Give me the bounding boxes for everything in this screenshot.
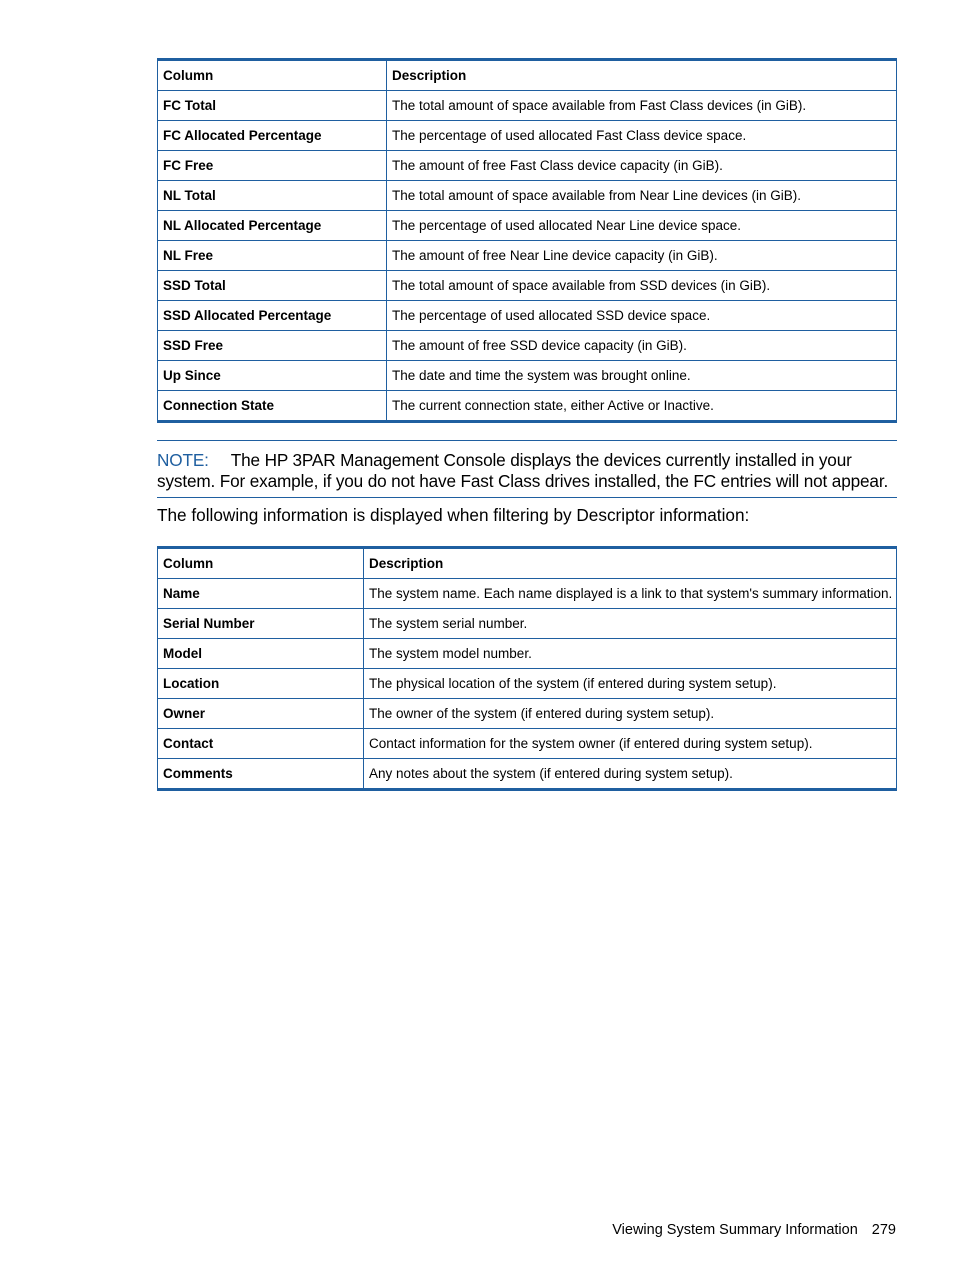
table-row (158, 391, 897, 422)
table-body (158, 579, 897, 790)
row-description: The total amount of space available from SSD devices (in GiB). (387, 271, 897, 301)
row-column-name: Name (158, 579, 364, 609)
table-header-row (158, 60, 897, 91)
row-column-name: NL Allocated Percentage (158, 211, 387, 241)
row-description: Any notes about the system (if entered during system setup). (364, 759, 897, 790)
row-column-name: Location (158, 669, 364, 699)
row-column-name: Model (158, 639, 364, 669)
row-column-name: FC Free (158, 151, 387, 181)
table-row (158, 301, 897, 331)
row-description: The owner of the system (if entered during system setup). (364, 699, 897, 729)
row-column-name: SSD Allocated Percentage (158, 301, 387, 331)
page-footer (612, 1222, 896, 1238)
row-column-name: FC Allocated Percentage (158, 121, 387, 151)
descriptor-intro-paragraph: The following information is displayed when filtering by Descriptor information: (157, 505, 750, 525)
table-body (158, 91, 897, 422)
row-description: The system serial number. (364, 609, 897, 639)
row-column-name: Owner (158, 699, 364, 729)
row-description: The amount of free SSD device capacity (in GiB). (387, 331, 897, 361)
row-description: The total amount of space available from Fast Class devices (in GiB). (387, 91, 897, 121)
descriptor-table (157, 546, 897, 791)
description-header: Description (387, 60, 897, 91)
table-row (158, 669, 897, 699)
table-row (158, 759, 897, 790)
row-description: The system model number. (364, 639, 897, 669)
row-column-name: FC Total (158, 91, 387, 121)
note-label: NOTE: (157, 450, 209, 470)
row-column-name: SSD Total (158, 271, 387, 301)
table-row (158, 331, 897, 361)
row-description: The amount of free Fast Class device capacity (in GiB). (387, 151, 897, 181)
row-column-name: Serial Number (158, 609, 364, 639)
row-description: The date and time the system was brought online. (387, 361, 897, 391)
row-description: The system name. Each name displayed is a link to that system's summary information. (364, 579, 897, 609)
page-number: 279 (871, 1222, 896, 1238)
row-column-name: NL Total (158, 181, 387, 211)
table-row (158, 729, 897, 759)
row-column-name: Contact (158, 729, 364, 759)
row-column-name: NL Free (158, 241, 387, 271)
column-header: Column (158, 60, 387, 91)
row-description: Contact information for the system owner (if entered during system setup). (364, 729, 897, 759)
table-row (158, 579, 897, 609)
note-text: The HP 3PAR Management Console displays the devices currently installed in your system. For example, if you do not have Fast Class drives installed, the FC entries will not appear. (157, 450, 889, 491)
column-header: Column (158, 548, 364, 579)
table-row (158, 91, 897, 121)
row-description: The percentage of used allocated SSD device space. (387, 301, 897, 331)
row-column-name: Comments (158, 759, 364, 790)
row-description: The amount of free Near Line device capacity (in GiB). (387, 241, 897, 271)
table-row (158, 181, 897, 211)
footer-section-title: Viewing System Summary Information (612, 1222, 858, 1238)
row-column-name: SSD Free (158, 331, 387, 361)
table-row (158, 121, 897, 151)
table-row (158, 361, 897, 391)
table-row (158, 211, 897, 241)
table-row (158, 241, 897, 271)
row-description: The total amount of space available from Near Line devices (in GiB). (387, 181, 897, 211)
row-description: The percentage of used allocated Near Line device space. (387, 211, 897, 241)
row-column-name: Connection State (158, 391, 387, 422)
device-capacity-table (157, 58, 897, 423)
table-row (158, 609, 897, 639)
table-header-row (158, 548, 897, 579)
row-description: The percentage of used allocated Fast Class device space. (387, 121, 897, 151)
row-column-name: Up Since (158, 361, 387, 391)
description-header: Description (364, 548, 897, 579)
row-description: The physical location of the system (if entered during system setup). (364, 669, 897, 699)
note-box (157, 440, 897, 498)
table-row (158, 271, 897, 301)
table-row (158, 639, 897, 669)
row-description: The current connection state, either Active or Inactive. (387, 391, 897, 422)
table-row (158, 699, 897, 729)
table-row (158, 151, 897, 181)
